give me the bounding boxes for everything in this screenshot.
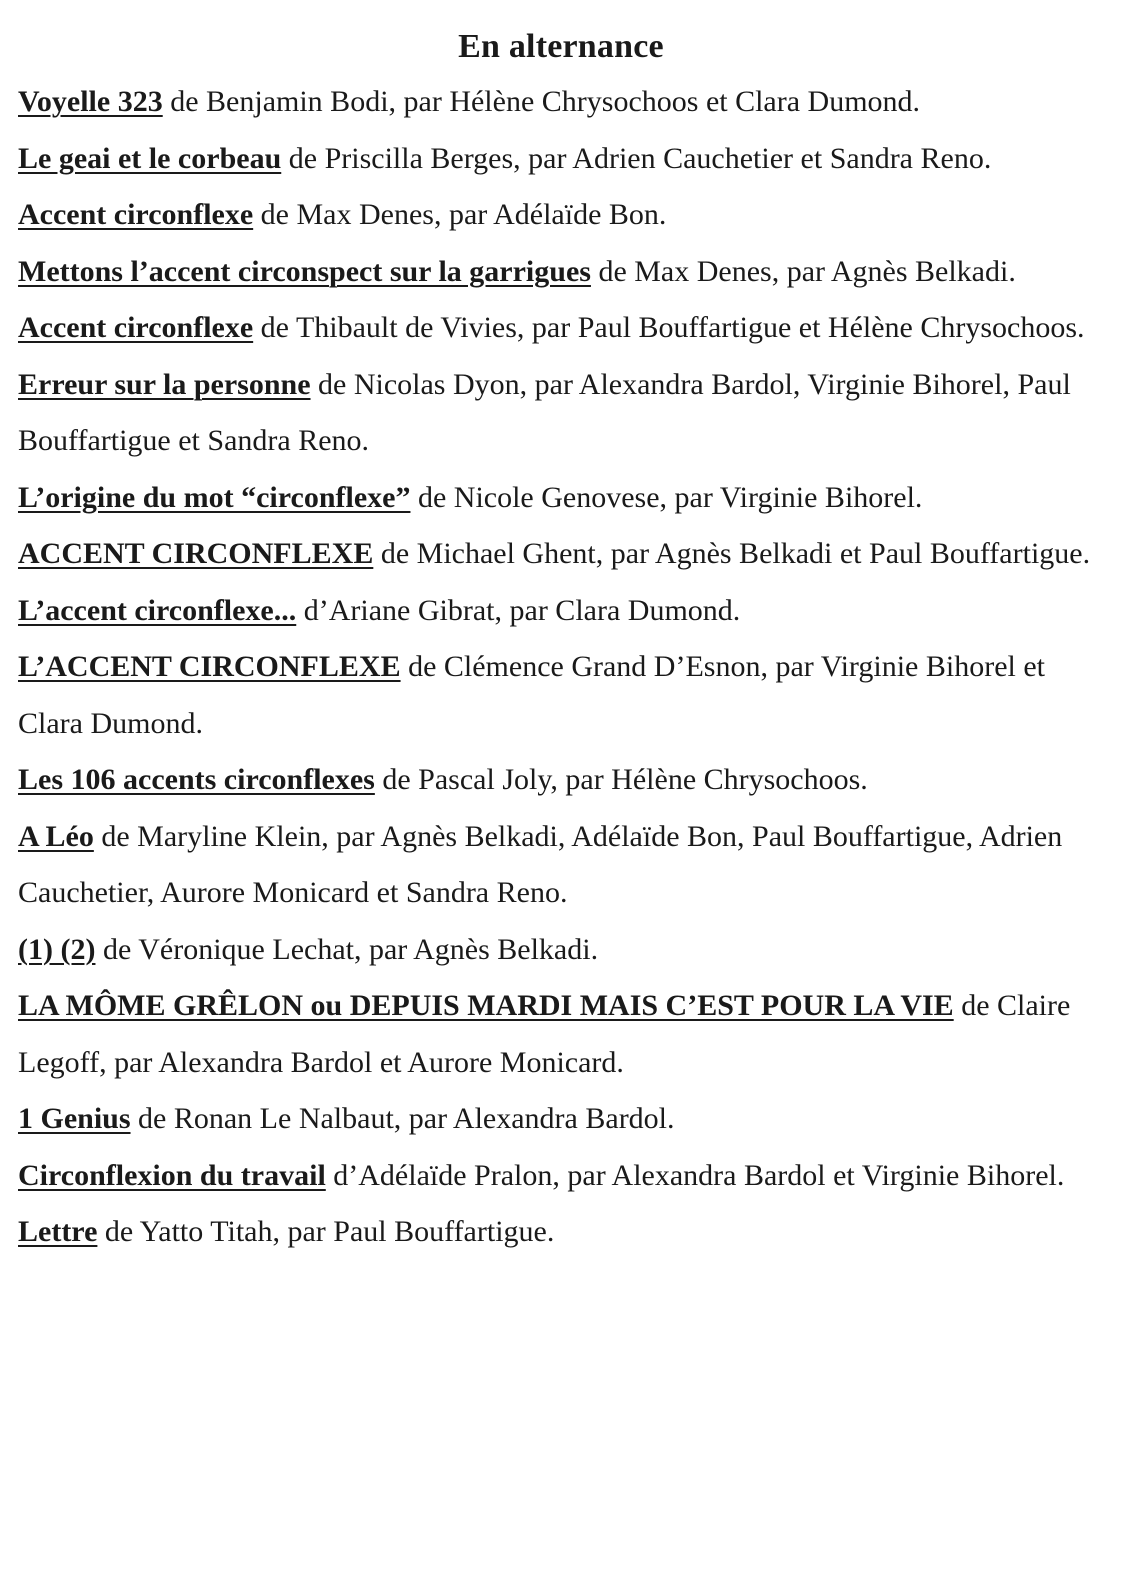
entry-credits: de Maryline Klein, par Agnès Belkadi, Adélaïde Bon, Paul Bouffartigue, Adrien Cauchetier, Aurore Monicard et Sandra Reno. bbox=[18, 819, 1063, 909]
work-title: Lettre bbox=[18, 1215, 98, 1248]
work-title: L’ACCENT CIRCONFLEXE bbox=[18, 650, 401, 683]
entry-credits: d’Adélaïde Pralon, par Alexandra Bardol et Virginie Bihorel. bbox=[325, 1158, 1065, 1192]
work-title: 1 Genius bbox=[18, 1102, 131, 1135]
list-item bbox=[18, 131, 1104, 188]
entry-credits: de Nicolas Dyon, par Alexandra Bardol, Virginie Bihorel, Paul Bouffartigue et Sandra Reno. bbox=[18, 367, 1071, 457]
list-item bbox=[18, 300, 1104, 357]
work-title: Accent circonflexe bbox=[18, 311, 254, 344]
work-title: L’origine du mot “circonflexe” bbox=[18, 480, 411, 514]
entry-credits: de Michael Ghent, par Agnès Belkadi et Paul Bouffartigue. bbox=[373, 537, 1091, 570]
list-item bbox=[18, 583, 1104, 640]
work-title: (1) (2) bbox=[18, 932, 96, 966]
entry-credits: de Thibault de Vivies, par Paul Bouffartigue et Hélène Chrysochoos. bbox=[253, 311, 1085, 344]
work-title: Voyelle 323 bbox=[18, 85, 163, 118]
list-item bbox=[18, 526, 1104, 583]
entry-credits: de Max Denes, par Adélaïde Bon. bbox=[253, 198, 667, 231]
list-item bbox=[18, 1148, 1104, 1205]
list-item bbox=[18, 1091, 1104, 1148]
entry-credits: de Claire Legoff, par Alexandra Bardol et Aurore Monicard. bbox=[18, 989, 1071, 1079]
work-title: ACCENT CIRCONFLEXE bbox=[18, 537, 374, 570]
list-item bbox=[18, 187, 1104, 244]
work-title: Erreur sur la personne bbox=[18, 367, 311, 401]
page-title: En alternance bbox=[458, 28, 664, 65]
list-item bbox=[18, 470, 1104, 527]
list-item bbox=[18, 922, 1104, 979]
list-item bbox=[18, 809, 1104, 922]
entry-credits: de Priscilla Berges, par Adrien Cauchetier et Sandra Reno. bbox=[281, 141, 992, 175]
work-title: Mettons l’accent circonspect sur la garrigues bbox=[18, 254, 591, 288]
work-title: Le geai et le corbeau bbox=[18, 141, 282, 175]
entry-credits: de Clémence Grand D’Esnon, par Virginie Bihorel et Clara Dumond. bbox=[18, 650, 1045, 740]
entry-list bbox=[18, 74, 1104, 1261]
work-title: Circonflexion du travail bbox=[18, 1158, 326, 1192]
entry-credits: de Yatto Titah, par Paul Bouffartigue. bbox=[97, 1215, 555, 1248]
list-item bbox=[18, 1204, 1104, 1261]
list-item bbox=[18, 74, 1104, 131]
entry-credits: de Nicole Genovese, par Virginie Bihorel. bbox=[410, 480, 923, 514]
list-item bbox=[18, 244, 1104, 301]
entry-credits: de Pascal Joly, par Hélène Chrysochoos. bbox=[374, 763, 868, 796]
entry-credits: de Véronique Lechat, par Agnès Belkadi. bbox=[95, 932, 599, 966]
work-title: Accent circonflexe bbox=[18, 198, 254, 231]
entry-credits: d’Ariane Gibrat, par Clara Dumond. bbox=[296, 593, 741, 627]
list-item bbox=[18, 978, 1104, 1091]
work-title: LA MÔME GRÊLON ou DEPUIS MARDI MAIS C’EST POUR LA VIE bbox=[18, 989, 954, 1022]
list-item bbox=[18, 752, 1104, 809]
list-item bbox=[18, 357, 1104, 470]
work-title: A Léo bbox=[18, 819, 94, 853]
list-item bbox=[18, 639, 1104, 752]
entry-credits: de Ronan Le Nalbaut, par Alexandra Bardol. bbox=[130, 1102, 675, 1135]
work-title: L’accent circonflexe... bbox=[18, 593, 297, 627]
entry-credits: de Max Denes, par Agnès Belkadi. bbox=[590, 254, 1016, 288]
work-title: Les 106 accents circonflexes bbox=[18, 763, 375, 796]
entry-credits: de Benjamin Bodi, par Hélène Chrysochoos et Clara Dumond. bbox=[162, 85, 921, 118]
